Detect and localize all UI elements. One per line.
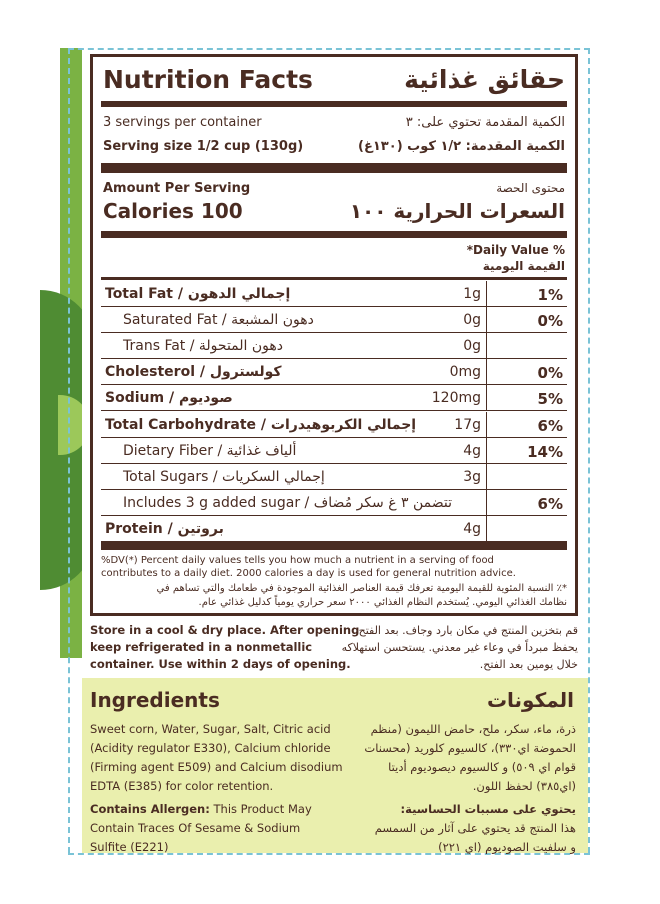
nutrients-end-rule <box>101 541 567 550</box>
servings-per-container: 3 servings per container <box>103 115 262 130</box>
column-divider <box>486 385 487 411</box>
nutrient-row <box>101 516 567 542</box>
ingredients-line-3: (Firming agent E509) and Calcium disodium <box>90 760 343 774</box>
allergen-text-1: This Product May <box>209 802 312 816</box>
storage-arabic-line-1: قم بتخزين المنتج في مكان بارد وجاف. بعد الفتح، <box>355 624 578 637</box>
nutrient-daily-value: 6% <box>537 494 563 513</box>
serving-size-arabic: الكمية المقدمة: ١/٢ كوب (١٣٠غ) <box>358 139 565 154</box>
nutrient-row <box>101 412 567 438</box>
column-divider <box>486 333 487 359</box>
nutrient-row <box>101 464 567 490</box>
ingredients-arabic-line-1: ذرة، ماء، سكر، ملح، حامض الليمون (منظم <box>370 722 576 736</box>
ingredients-arabic-line-4: (اي٣٨٥) لحفظ اللون. <box>472 779 576 793</box>
nutrient-label: Dietary Fiber / ألياف غذائية <box>123 442 297 459</box>
ingredients-line-1: Sweet corn, Water, Sugar, Salt, Citric acid <box>90 722 331 736</box>
column-divider <box>486 359 487 385</box>
ingredients-line-4: EDTA (E385) for color retention. <box>90 779 274 793</box>
nutrient-amount: 1g <box>463 286 481 302</box>
nutrient-amount: 0g <box>463 312 481 329</box>
storage-arabic-line-2: يحفظ مبرداً في وعاء غير معدني. يستحسن استهلاكه <box>341 641 578 654</box>
nutrient-row <box>101 490 567 516</box>
ingredients-arabic-line-2: الحموضة اي٣٣٠)، كالسيوم كلوريد (محسنات <box>364 741 576 755</box>
footnote-arabic-line-2: نظامك الغذائي اليومي. يُستخدم النظام الغذائي ٢٠٠٠ سعر حراري يومياً كدليل غذائي عام. <box>198 597 567 608</box>
nutrient-row <box>101 333 567 359</box>
amount-per-serving-arabic: محتوى الحصة <box>496 181 565 195</box>
nutrient-amount: 3g <box>463 468 481 485</box>
nutrition-facts-title-arabic: حقائق غذائية <box>404 65 565 94</box>
column-divider <box>486 307 487 333</box>
nutrition-facts-title: Nutrition Facts <box>103 65 313 94</box>
column-divider <box>486 516 487 542</box>
nutrient-row <box>101 385 567 411</box>
nutrient-amount: 0g <box>463 338 481 355</box>
calories-rule <box>101 231 567 238</box>
ingredients-line-2: (Acidity regulator E330), Calcium chloride <box>90 741 331 755</box>
nutrient-label: Trans Fat / دهون المتحولة <box>123 338 284 355</box>
nutrient-label: Total Fat / إجمالي الدهون <box>105 286 291 302</box>
dv-rule <box>101 277 567 280</box>
servings-per-container-arabic: الكمية المقدمة تحتوي على: ٣ <box>405 115 565 130</box>
column-divider <box>486 281 487 307</box>
footnote-line-2: contributes to a daily diet. 2000 calories a day is used for general nutrition advice. <box>101 568 516 579</box>
storage-line-3: container. Use within 2 days of opening. <box>90 657 351 671</box>
storage-line-2: keep refrigerated in a nonmetallic <box>90 640 313 654</box>
nutrient-amount: 120mg <box>431 390 481 407</box>
column-divider <box>486 464 487 490</box>
storage-arabic-line-3: خلال يومين بعد الفتح. <box>479 658 578 671</box>
nutrient-row <box>101 359 567 385</box>
nutrient-daily-value: 14% <box>527 442 563 461</box>
allergen-line-3: Sulfite (E221) <box>90 840 169 854</box>
column-divider <box>486 490 487 516</box>
column-divider <box>486 438 487 464</box>
nutrient-daily-value: 0% <box>537 364 563 383</box>
serving-size: Serving size 1/2 cup (130g) <box>103 139 304 154</box>
allergen-label: Contains Allergen: <box>90 802 210 816</box>
nutrient-row <box>101 281 567 307</box>
nutrient-amount: 17g <box>454 416 481 433</box>
nutrient-label: Includes 3 g added sugar / تتضمن ٣ غ سكر مُضاف <box>123 494 453 511</box>
amount-per-serving: Amount Per Serving <box>103 181 251 196</box>
nutrient-label: Total Sugars / إجمالي السكريات <box>123 468 325 485</box>
allergen-line-2: Contain Traces Of Sesame & Sodium <box>90 821 301 835</box>
nutrient-label: Protein / بروتين <box>105 520 224 537</box>
serving-rule <box>101 163 567 173</box>
nutrient-row <box>101 307 567 333</box>
allergen-arabic-line-2: و سلفيت الصوديوم (اي ٢٢١) <box>438 840 576 854</box>
calories-arabic: السعرات الحرارية ١٠٠ <box>349 199 565 223</box>
dieline-right <box>588 48 590 853</box>
nutrient-label: Total Carbohydrate / إجمالي الكربوهيدرات <box>105 416 417 433</box>
nutrient-label: Saturated Fat / دهون المشبعة <box>123 312 314 329</box>
nutrient-amount: 4g <box>463 520 481 537</box>
nutrient-amount: 4g <box>463 442 481 459</box>
footnote-line-1: %DV(*) Percent daily values tells you how much a nutrient in a serving of food <box>101 555 494 566</box>
nutrient-daily-value: 5% <box>537 390 563 409</box>
ingredients-title: Ingredients <box>90 688 220 712</box>
nutrition-facts-box <box>90 54 578 616</box>
nutrient-amount: 0mg <box>449 364 481 381</box>
allergen-label-arabic: يحتوي على مسببات الحساسية: <box>400 802 576 816</box>
dieline-left <box>68 48 70 853</box>
allergen-arabic-line-1: هذا المنتج قد يحتوي على آثار من السمسم <box>374 821 576 835</box>
title-rule <box>101 101 567 107</box>
daily-value-header-arabic: القيمة اليومية <box>482 259 565 273</box>
ingredients-title-arabic: المكونات <box>486 688 574 712</box>
dieline-top <box>68 48 590 50</box>
nutrient-daily-value: 6% <box>537 416 563 435</box>
nutrient-label: Cholesterol / كولسترول <box>105 364 282 381</box>
nutrient-row <box>101 438 567 464</box>
nutrient-daily-value: 0% <box>537 312 563 331</box>
ingredients-arabic-line-3: قوام اي ٥٠٩) و كالسيوم ديصوديوم أديتا <box>388 760 576 774</box>
nutrient-daily-value: 1% <box>537 286 563 304</box>
storage-line-1: Store in a cool & dry place. After opening <box>90 623 360 637</box>
footnote-arabic-line-1: *٪ النسبة المئوية للقيمة اليومية تعرفك قيمة العناصر الغذائية الموجودة في طعامك والتي تساهم في <box>156 583 567 594</box>
daily-value-header: % Daily Value* <box>466 243 565 257</box>
nutrient-label: Sodium / صوديوم <box>105 390 233 407</box>
ingredients-panel <box>82 678 588 853</box>
column-divider <box>486 412 487 438</box>
calories: Calories 100 <box>103 199 243 223</box>
allergen-line-1 <box>90 800 312 819</box>
